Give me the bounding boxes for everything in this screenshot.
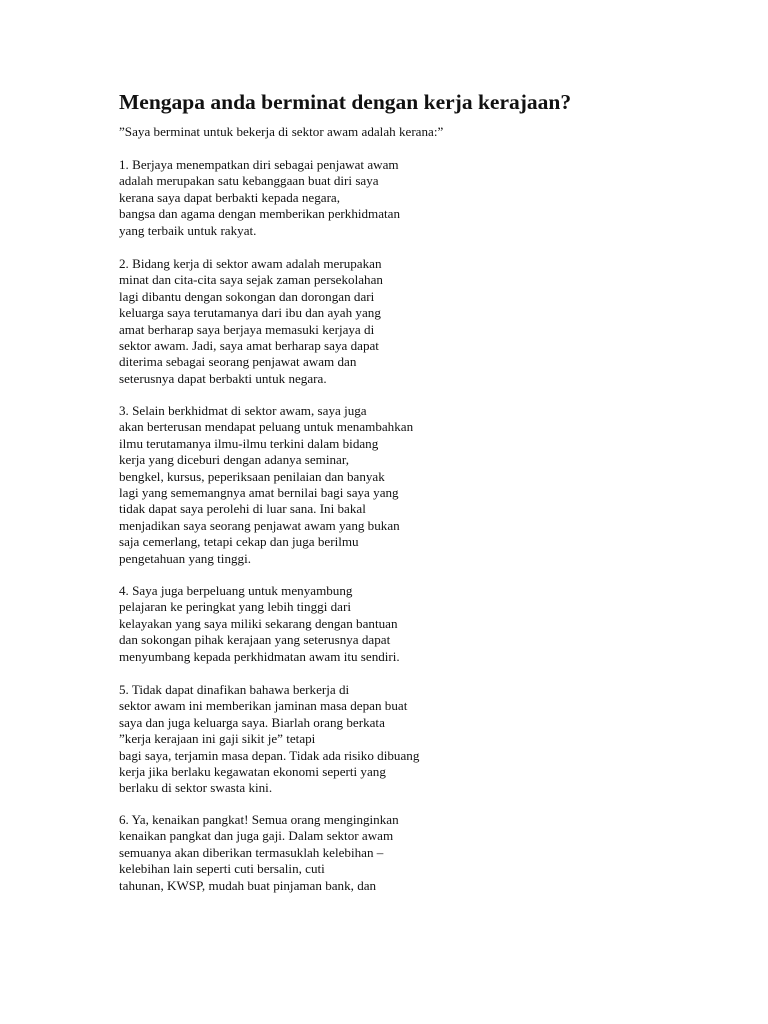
paragraph-line: diterima sebagai seorang penjawat awam dan [119,354,357,370]
intro-paragraph [119,124,739,140]
paragraph-line: bagi saya, terjamin masa depan. Tidak ada risiko dibuang [119,747,420,763]
paragraph-line: lagi dibantu dengan sokongan dan dorongan dari [119,288,375,304]
paragraph-line: pelajaran ke peringkat yang lebih tinggi dari [119,599,351,615]
paragraph-line: 5. Tidak dapat dinafikan bahawa berkerja di [119,682,350,697]
paragraph-line: akan berterusan mendapat peluang untuk menambahkan [119,419,414,435]
paragraph-line: 6. Ya, kenaikan pangkat! Semua orang menginginkan [119,812,399,827]
paragraph-4 [119,583,739,665]
paragraph-line: kelebihan lain seperti cuti bersalin, cuti [119,861,325,877]
paragraph-1 [119,157,739,239]
paragraph-line: adalah merupakan satu kebanggaan buat diri saya [119,173,379,189]
paragraph-line: tidak dapat saya perolehi di luar sana. Ini bakal [119,501,366,517]
intro-line: ”Saya berminat untuk bekerja di sektor awam adalah kerana:” [119,124,444,139]
paragraph-line: 1. Berjaya menempatkan diri sebagai penjawat awam [119,157,399,172]
paragraph-5 [119,682,739,797]
paragraph-line: 4. Saya juga berpeluang untuk menyambung [119,583,353,598]
paragraph-line: seterusnya dapat berbakti untuk negara. [119,370,327,386]
paragraph-line: yang terbaik untuk rakyat. [119,222,257,238]
paragraph-2 [119,256,739,387]
paragraph-line: sektor awam ini memberikan jaminan masa depan buat [119,698,408,714]
paragraph-3 [119,403,739,567]
paragraph-line: berlaku di sektor swasta kini. [119,780,273,796]
paragraph-line: pengetahuan yang tinggi. [119,550,251,566]
paragraph-line: kenaikan pangkat dan juga gaji. Dalam sektor awam [119,828,394,844]
paragraph-line: menjadikan saya seorang penjawat awam yang bukan [119,517,400,533]
paragraph-line: dan sokongan pihak kerajaan yang seterusnya dapat [119,632,391,648]
paragraph-line: lagi yang sememangnya amat bernilai bagi saya yang [119,484,399,500]
paragraph-line: bangsa dan agama dengan memberikan perkhidmatan [119,206,401,222]
paragraph-line: 3. Selain berkhidmat di sektor awam, saya juga [119,403,367,418]
paragraph-6 [119,812,739,894]
paragraph-line: kerana saya dapat berbakti kepada negara, [119,189,341,205]
paragraph-line: tahunan, KWSP, mudah buat pinjaman bank, dan [119,877,377,893]
paragraph-line: amat berharap saya berjaya memasuki kerjaya di [119,321,375,337]
paragraph-line: menyumbang kepada perkhidmatan awam itu sendiri. [119,648,400,664]
document-title: Mengapa anda berminat dengan kerja kerajaan? [119,90,572,114]
paragraph-line: sektor awam. Jadi, saya amat berharap saya dapat [119,337,379,353]
paragraph-line: 2. Bidang kerja di sektor awam adalah merupakan [119,256,382,271]
paragraph-line: saya dan juga keluarga saya. Biarlah orang berkata [119,714,385,730]
paragraph-line: kelayakan yang saya miliki sekarang dengan bantuan [119,615,398,631]
paragraph-line: keluarga saya terutamanya dari ibu dan ayah yang [119,305,381,321]
paragraph-line: ”kerja kerajaan ini gaji sikit je” tetapi [119,731,316,747]
paragraph-line: minat dan cita-cita saya sejak zaman persekolahan [119,272,383,288]
paragraph-line: saja cemerlang, tetapi cekap dan juga berilmu [119,534,359,550]
paragraph-line: bengkel, kursus, peperiksaan penilaian dan banyak [119,468,385,484]
paragraph-line: ilmu terutamanya ilmu-ilmu terkini dalam bidang [119,435,379,451]
paragraph-line: kerja jika berlaku kegawatan ekonomi seperti yang [119,763,386,779]
paragraph-line: kerja yang diceburi dengan adanya seminar, [119,452,349,468]
paragraph-line: semuanya akan diberikan termasuklah kelebihan – [119,844,384,860]
